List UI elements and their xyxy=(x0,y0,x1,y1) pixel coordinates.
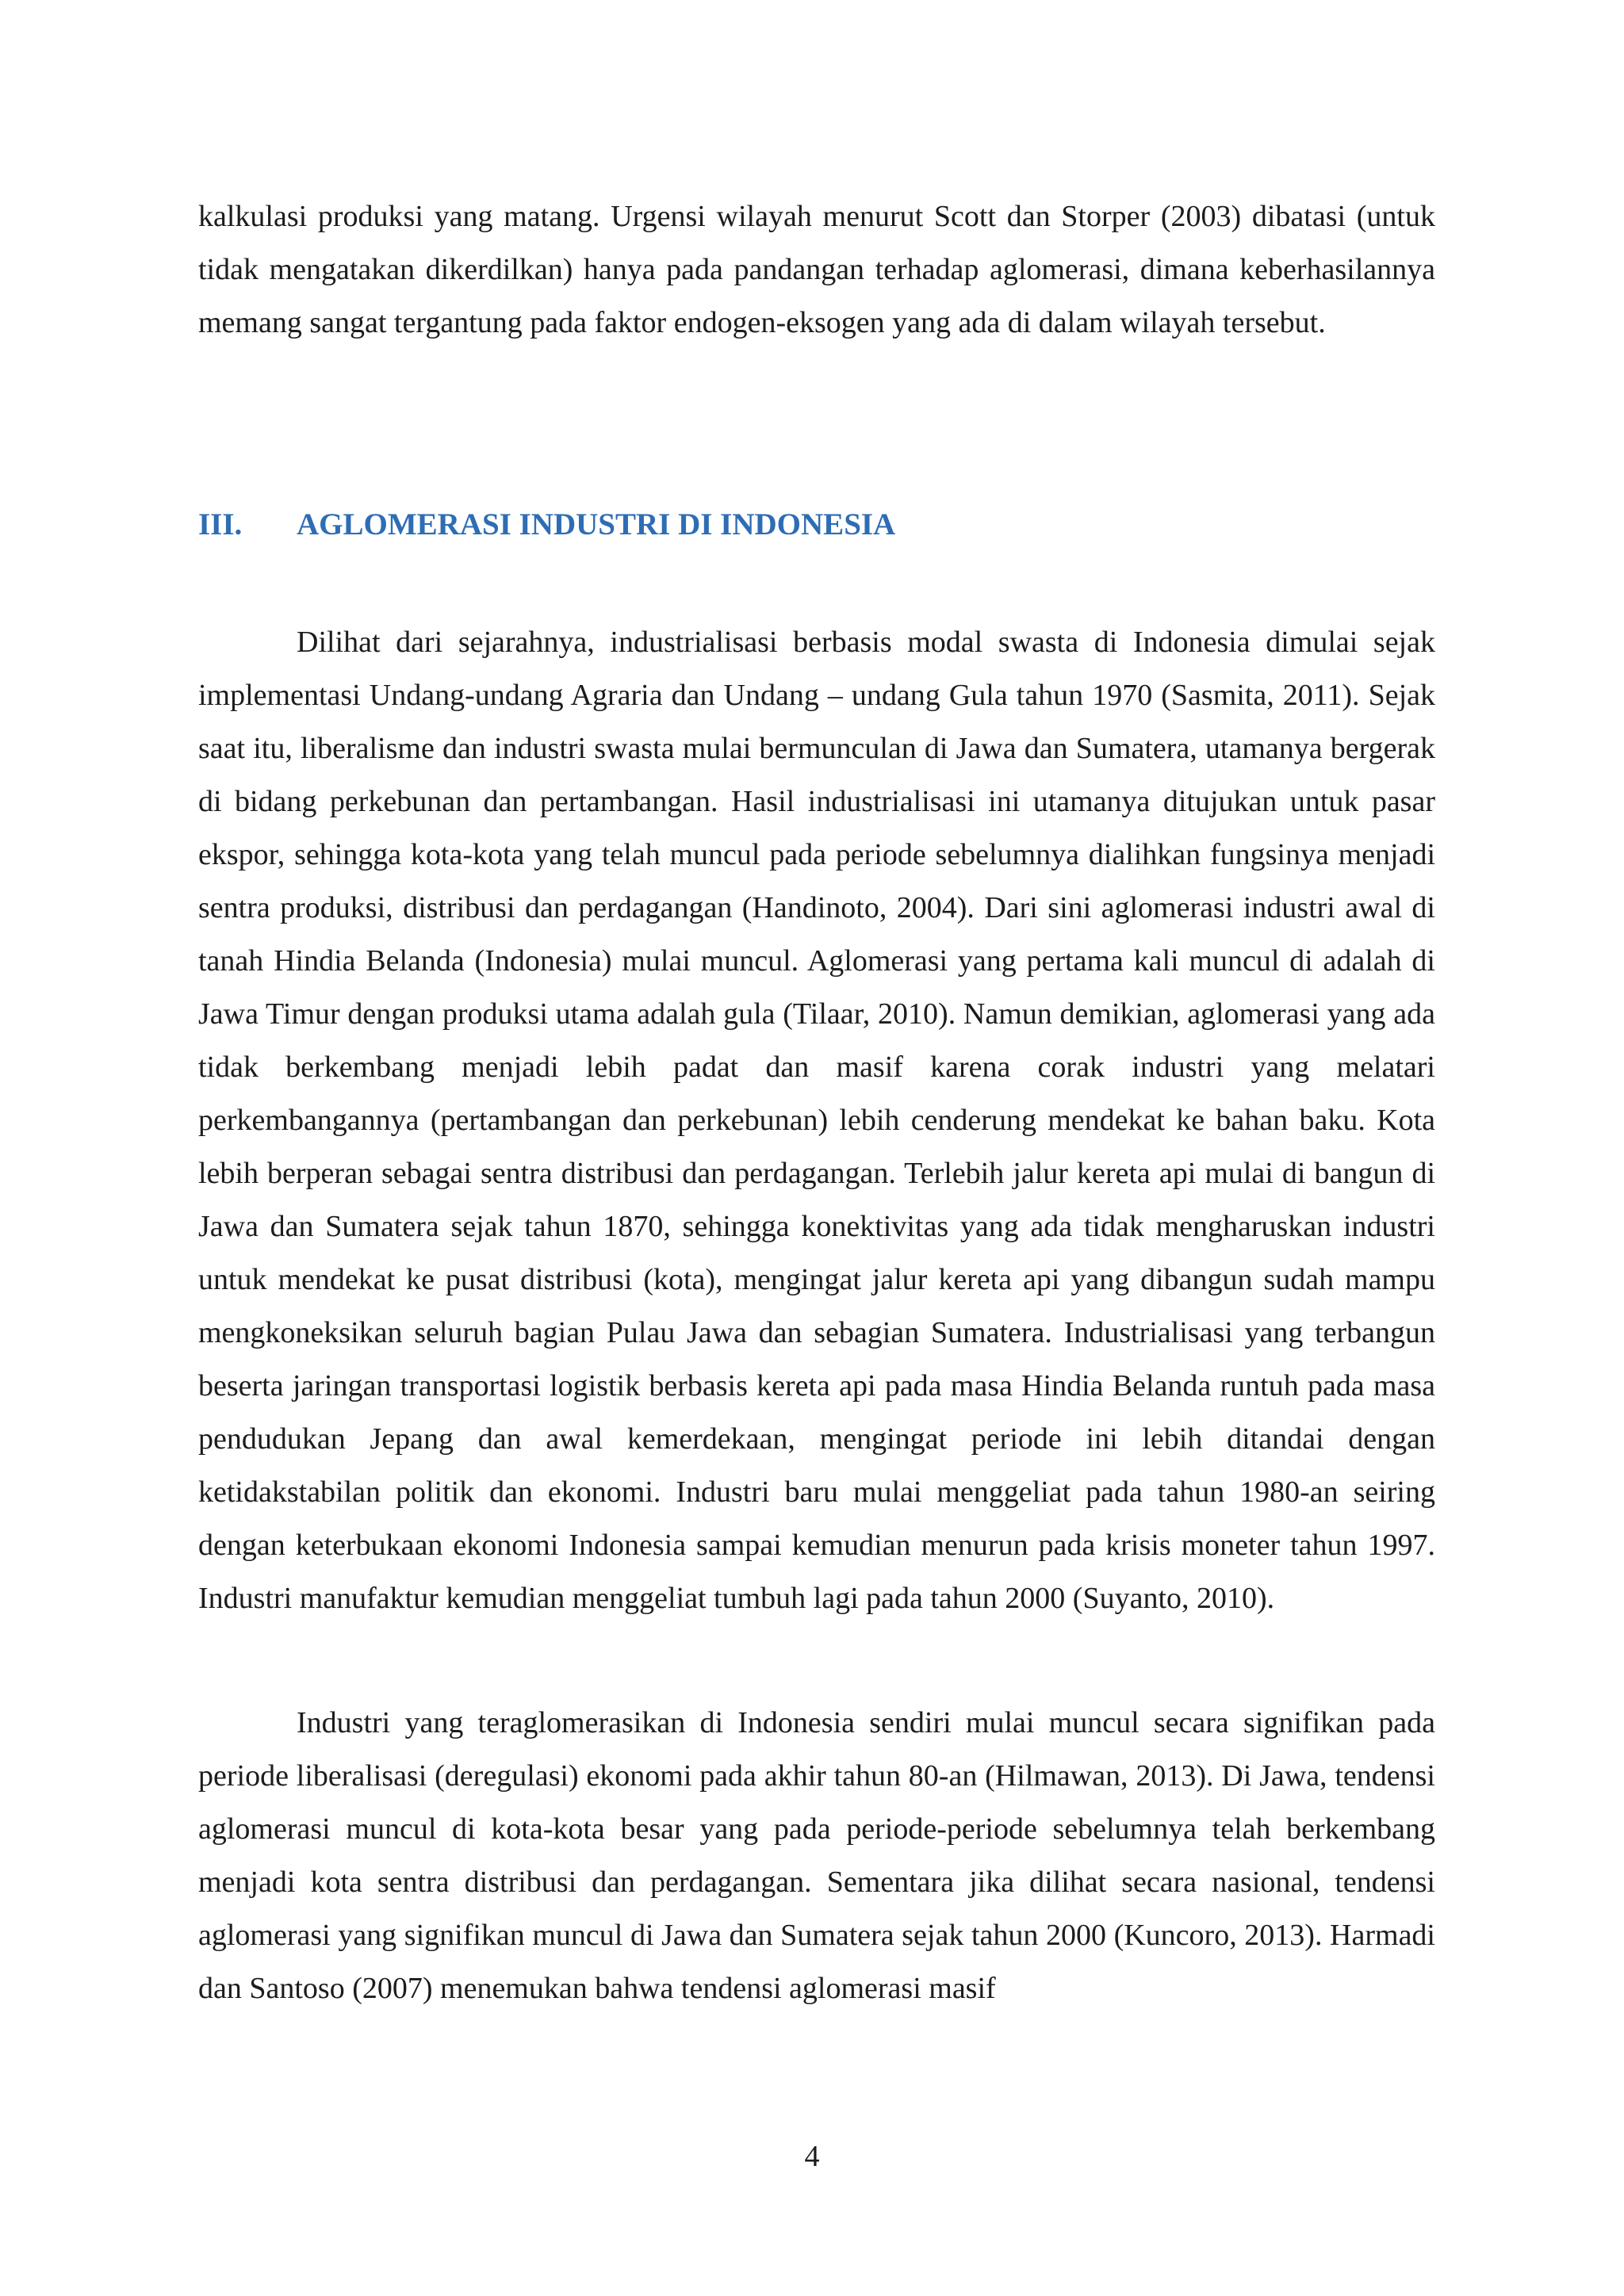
paragraph-continuation: kalkulasi produksi yang matang. Urgensi wilayah menurut Scott dan Storper (2003) dibatasi (untuk tidak mengatakan dikerdilkan) hanya pada pandangan terhadap aglomerasi, dimana keberhasilannya memang sangat tergantung pada faktor endogen-eksogen yang ada di dalam wilayah tersebut. xyxy=(198,200,1435,339)
section-number: III. xyxy=(198,507,243,541)
paragraph-agglomeration: Industri yang teraglomerasikan di Indonesia sendiri mulai muncul secara signifikan pada periode liberalisasi (deregulasi) ekonomi pada akhir tahun 80-an (Hilmawan, 2013). Di Jawa, tendensi aglomerasi muncul di kota-kota besar yang pada periode-periode sebelumnya telah berkembang menjadi kota sentra distribusi dan perdagangan. Sementara jika dilihat secara nasional, tendensi aglomerasi yang signifikan muncul di Jawa dan Sumatera sejak tahun 2000 (Kuncoro, 2013). Harmadi dan Santoso (2007) menemukan bahwa tendensi aglomerasi masif xyxy=(198,1706,1435,2005)
section-heading xyxy=(198,501,1435,549)
section-title: AGLOMERASI INDUSTRI DI INDONESIA xyxy=(297,507,896,541)
paragraph-history: Dilihat dari sejarahnya, industrialisasi berbasis modal swasta di Indonesia dimulai sejak implementasi Undang-undang Agraria dan Undang – undang Gula tahun 1970 (Sasmita, 2011). Sejak saat itu, liberalisme dan industri swasta mulai bermunculan di Jawa dan Sumatera, utamanya bergerak di bidang perkebunan dan pertambangan. Hasil industrialisasi ini utamanya ditujukan untuk pasar ekspor, sehingga kota-kota yang telah muncul pada periode sebelumnya dialihkan fungsinya menjadi sentra produksi, distribusi dan perdagangan (Handinoto, 2004). Dari sini aglomerasi industri awal di tanah Hindia Belanda (Indonesia) mulai muncul. Aglomerasi yang pertama kali muncul di adalah di Jawa Timur dengan produksi utama adalah gula (Tilaar, 2010). Namun demikian, aglomerasi yang ada tidak berkembang menjadi lebih padat dan masif karena corak industri yang melatari perkembangannya (pertambangan dan perkebunan) lebih cenderung mendekat ke bahan baku. Kota lebih berperan sebagai sentra distribusi dan perdagangan. Terlebih jalur kereta api mulai di bangun di Jawa dan Sumatera sejak tahun 1870, sehingga konektivitas yang ada tidak mengharuskan industri untuk mendekat ke pusat distribusi (kota), mengingat jalur kereta api yang dibangun sudah mampu mengkoneksikan seluruh bagian Pulau Jawa dan sebagian Sumatera. Industrialisasi yang terbangun beserta jaringan transportasi logistik berbasis kereta api pada masa Hindia Belanda runtuh pada masa pendudukan Jepang dan awal kemerdekaan, mengingat periode ini lebih ditandai dengan ketidakstabilan politik dan ekonomi. Industri baru mulai menggeliat pada tahun 1980-an seiring dengan keterbukaan ekonomi Indonesia sampai kemudian menurun pada krisis moneter tahun 1997. Industri manufaktur kemudian menggeliat tumbuh lagi pada tahun 2000 (Suyanto, 2010). xyxy=(198,626,1435,1615)
page-number: 4 xyxy=(804,2140,820,2173)
